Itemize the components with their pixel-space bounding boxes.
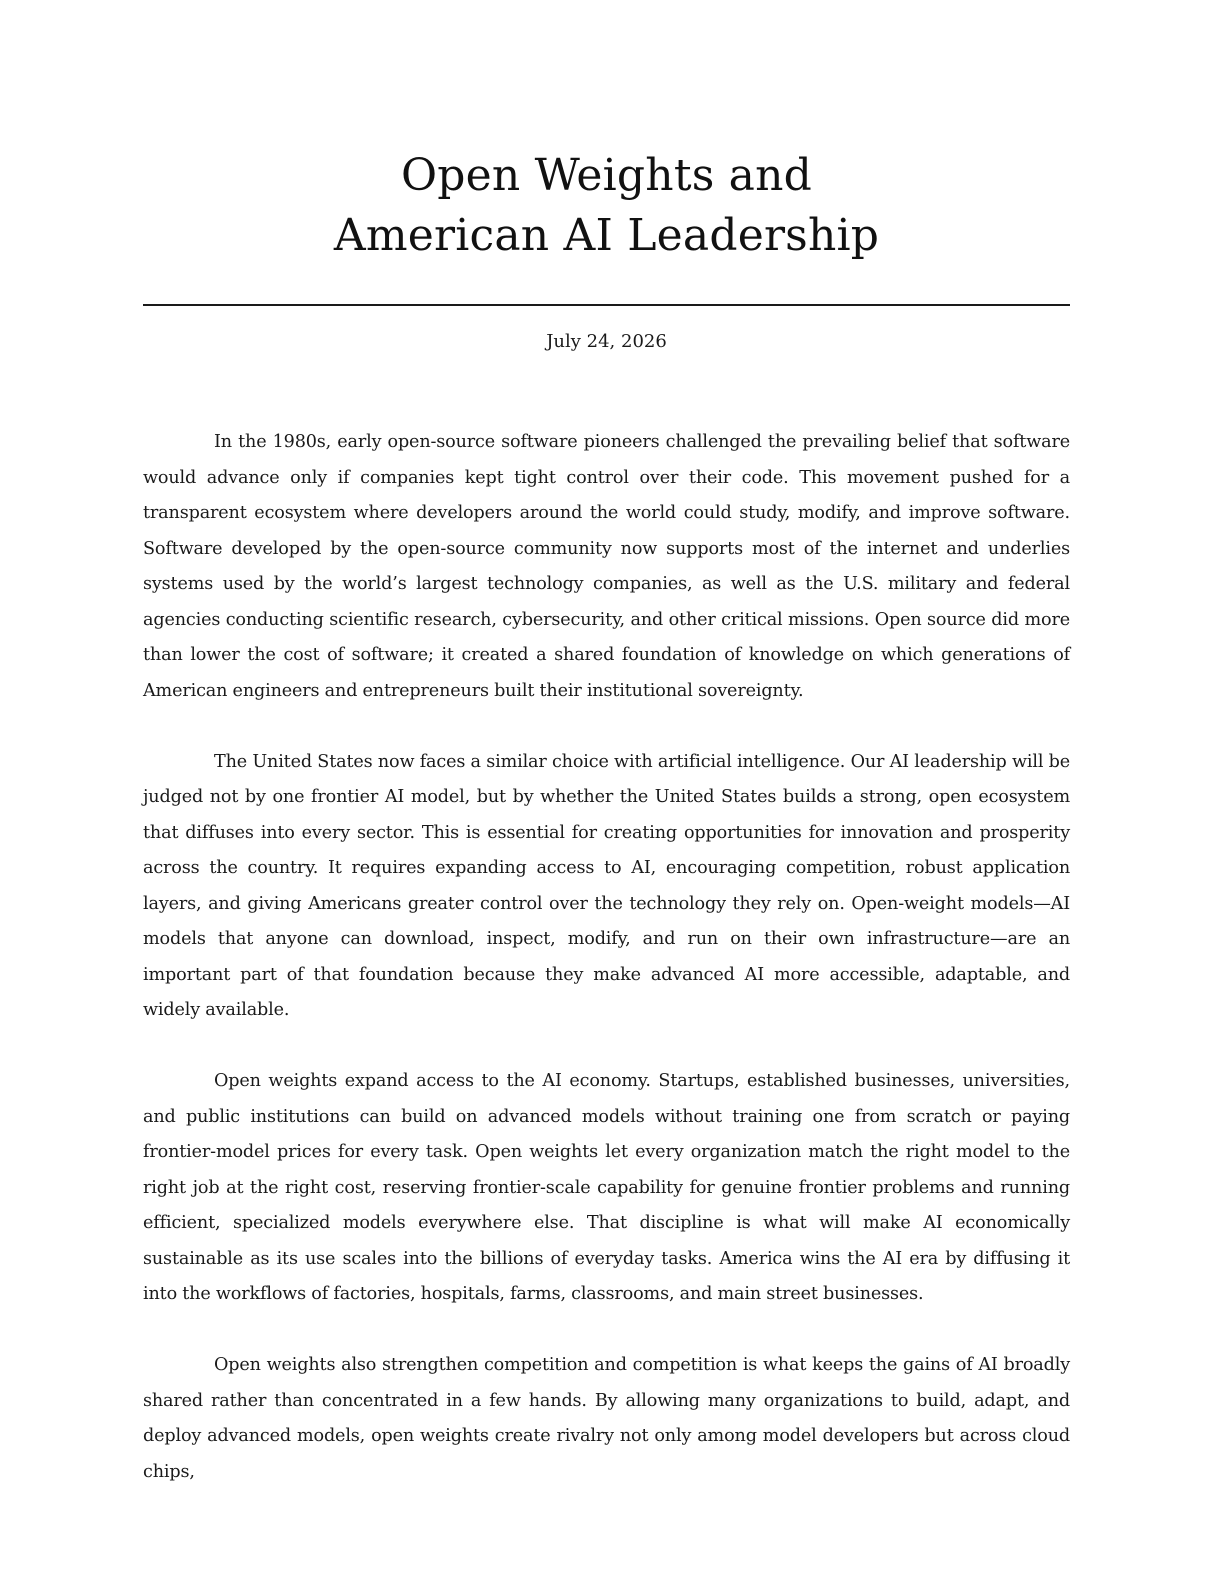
paragraph: In the 1980s, early open-source software pioneers challenged the prevailing belief that software would advance only if companies kept tight control over their code. This movement pushed for a transparent ecosystem where developers around the world could study, modify, and improve software. Software developed by the open-source community now supports most of the internet and underlies systems used by the world’s largest technology companies, as well as the U.S. military and federal agencies conducting scientific research, cybersecurity, and other critical missions. Open source did more than lower the cost of software; it created a shared foundation of knowledge on which generations of American engineers and entrepreneurs built their institutional sovereignty. (143, 432, 1070, 701)
document-page (143, 0, 1070, 1526)
title-line-2: American AI Leadership (333, 210, 880, 261)
paragraph: Open weights also strengthen competition and competition is what keeps the gains of AI broadly shared rather than concentrated in a few hands. By allowing many organizations to build, adapt, and deploy advanced models, open weights create rivalry not only among model developers but across cloud chips, (143, 1355, 1070, 1482)
title-divider (143, 304, 1070, 306)
document-body (143, 425, 1070, 1490)
document-title (143, 0, 1070, 266)
paragraph: The United States now faces a similar choice with artificial intelligence. Our AI leadership will be judged not by one frontier AI model, but by whether the United States builds a strong, open ecosystem that diffuses into every sector. This is essential for creating opportunities for innovation and prosperity across the country. It requires expanding access to AI, encouraging competition, robust application layers, and giving Americans greater control over the technology they rely on. Open-weight models—AI models that anyone can download, inspect, modify, and run on their own infrastructure—are an important part of that foundation because they make advanced AI more accessible, adaptable, and widely available. (143, 751, 1070, 1020)
title-line-1: Open Weights and (400, 150, 813, 201)
paragraph: Open weights expand access to the AI economy. Startups, established businesses, universities, and public institutions can build on advanced models without training one from scratch or paying frontier-model prices for every task. Open weights let every organization match the right model to the right job at the right cost, reserving frontier-scale capability for genuine frontier problems and running efficient, specialized models everywhere else. That discipline is what will make AI economically sustainable as its use scales into the billions of everyday tasks. America wins the AI era by diffusing it into the workflows of factories, hospitals, farms, classrooms, and main street businesses. (143, 1071, 1070, 1304)
document-date: July 24, 2026 (546, 331, 667, 352)
